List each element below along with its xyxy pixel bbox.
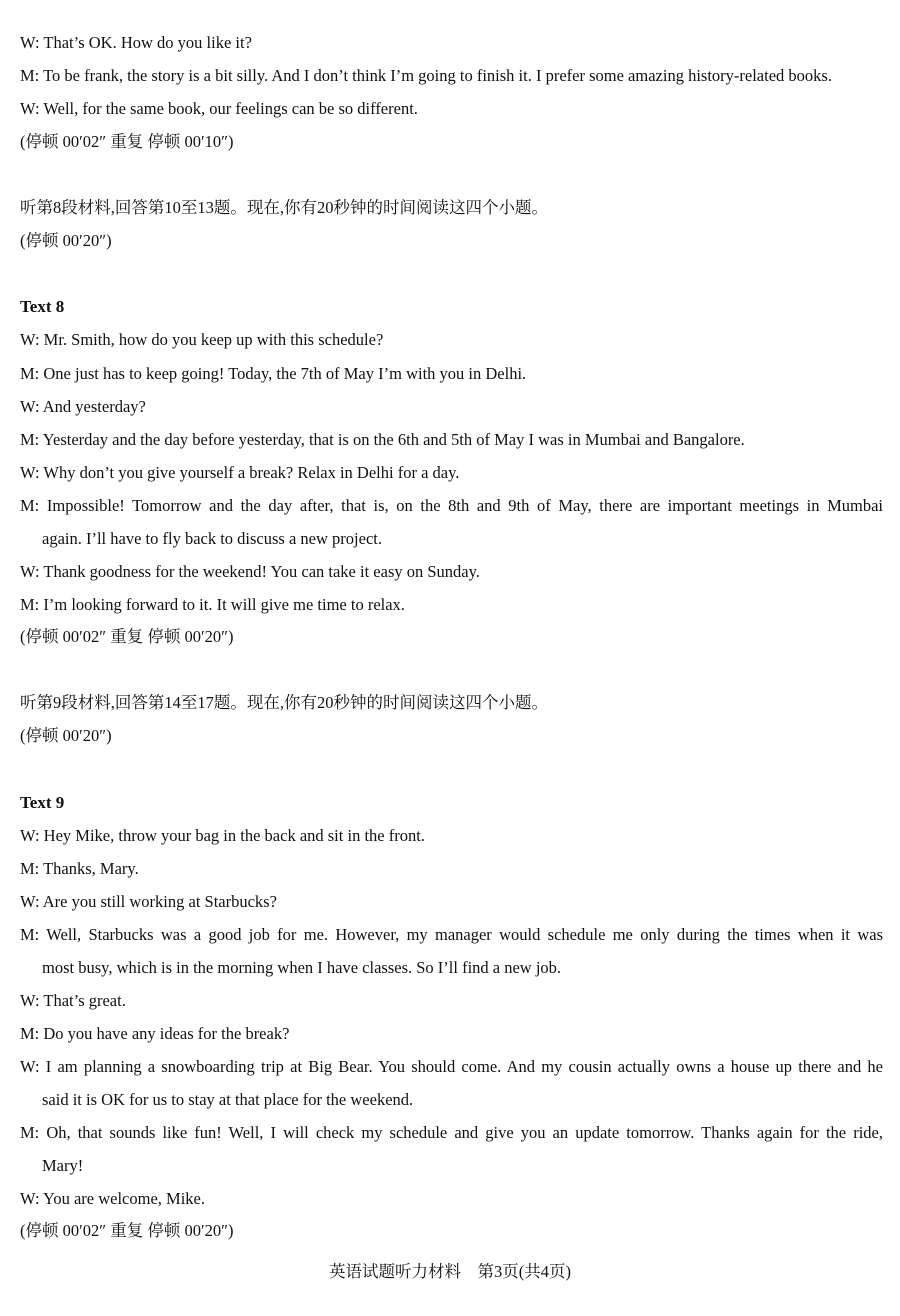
dialogue-line: W: Are you still working at Starbucks? [20,892,277,911]
dialogue-line-continuation: said it is OK for us to stay at that place for the weekend. [42,1090,414,1109]
dialogue-line: W: I am planning a snowboarding trip at Big Bear. You should come. And my cousin actually owns a house up there and he [20,1057,883,1076]
text-heading: Text 9 [20,793,65,812]
dialogue-line: W: Hey Mike, throw your bag in the back and sit in the front. [20,826,425,845]
pause-note: (停顿 00′02″ 重复 停顿 00′20″) [20,1221,234,1240]
dialogue-line: W: And yesterday? [20,397,146,416]
dialogue-line: M: One just has to keep going! Today, the 7th of May I’m with you in Delhi. [20,364,527,383]
dialogue-line: M: I’m looking forward to it. It will give me time to relax. [20,595,405,614]
dialogue-line: W: That’s great. [20,991,126,1010]
dialogue-line: W: Thank goodness for the weekend! You can take it easy on Sunday. [20,562,480,581]
dialogue-line: M: Well, Starbucks was a good job for me. However, my manager would schedule me only during the times when it was [20,925,883,944]
dialogue-line: M: Thanks, Mary. [20,859,139,878]
text-heading: Text 8 [20,297,65,316]
section-instruction: 听第8段材料,回答第10至13题。现在,你有20秒钟的时间阅读这四个小题。 [20,198,548,217]
pause-note: (停顿 00′02″ 重复 停顿 00′10″) [20,132,234,151]
dialogue-line: W: You are welcome, Mike. [20,1189,205,1208]
pause-note: (停顿 00′20″) [20,726,112,745]
dialogue-line: M: Oh, that sounds like fun! Well, I will check my schedule and give you an update tomorrow. Thanks again for the ride, [20,1123,883,1142]
dialogue-line: M: Yesterday and the day before yesterday, that is on the 6th and 5th of May I was in Mumbai and Bangalore. [20,430,745,449]
dialogue-line: W: That’s OK. How do you like it? [20,33,252,52]
dialogue-line-continuation: most busy, which is in the morning when I have classes. So I’ll find a new job. [42,958,562,977]
dialogue-line: W: Mr. Smith, how do you keep up with this schedule? [20,330,384,349]
dialogue-line: M: Do you have any ideas for the break? [20,1024,290,1043]
dialogue-line-continuation: again. I’ll have to fly back to discuss a new project. [42,529,382,548]
pause-note: (停顿 00′02″ 重复 停顿 00′20″) [20,627,234,646]
dialogue-line: W: Well, for the same book, our feelings can be so different. [20,99,418,118]
dialogue-line: W: Why don’t you give yourself a break? Relax in Delhi for a day. [20,463,460,482]
dialogue-line-continuation: Mary! [42,1156,84,1175]
dialogue-line: M: Impossible! Tomorrow and the day after, that is, on the 8th and 9th of May, there are important meetings in Mumbai [20,496,883,515]
page-footer: 英语试题听力材料 第3页(共4页) [329,1262,571,1281]
section-instruction: 听第9段材料,回答第14至17题。现在,你有20秒钟的时间阅读这四个小题。 [20,693,548,712]
dialogue-line: M: To be frank, the story is a bit silly. And I don’t think I’m going to finish it. I prefer some amazing history-related books. [20,66,832,85]
pause-note: (停顿 00′20″) [20,231,112,250]
